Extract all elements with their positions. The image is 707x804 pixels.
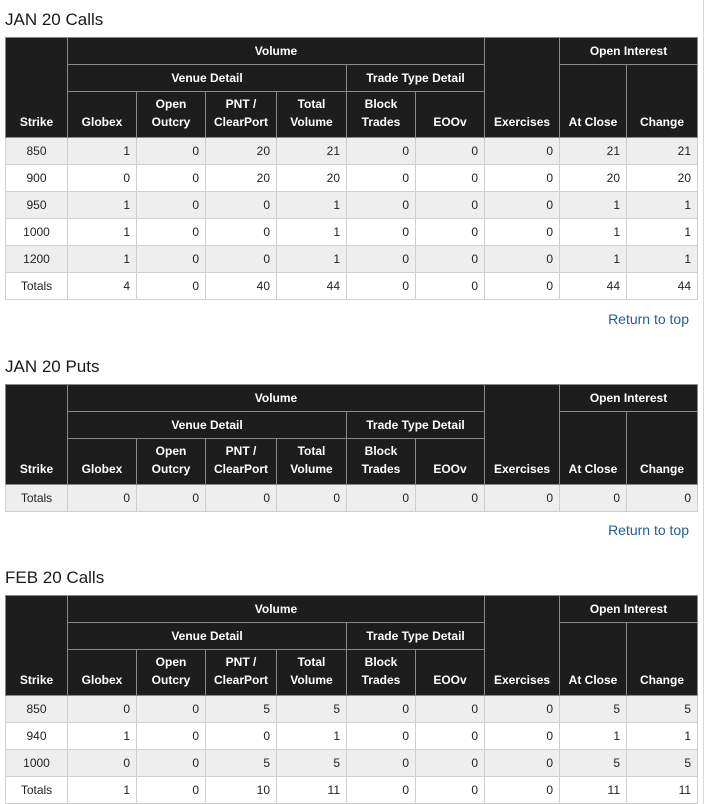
- value-cell: 0: [416, 246, 485, 273]
- value-cell: 1: [277, 723, 347, 750]
- col-total-volume: Total Volume: [277, 439, 347, 485]
- value-cell: 1: [68, 777, 137, 804]
- value-cell: 44: [560, 273, 627, 300]
- col-block-trades: Block Trades: [347, 92, 416, 138]
- value-cell: 0: [485, 246, 560, 273]
- value-cell: 1: [277, 219, 347, 246]
- value-cell: 0: [485, 723, 560, 750]
- strike-cell: 1000: [6, 219, 68, 246]
- group-venue-detail: Venue Detail: [68, 412, 347, 439]
- strike-cell: Totals: [6, 273, 68, 300]
- value-cell: 0: [68, 750, 137, 777]
- value-cell: 0: [137, 246, 206, 273]
- value-cell: 0: [206, 246, 277, 273]
- value-cell: 0: [416, 219, 485, 246]
- value-cell: 0: [347, 723, 416, 750]
- value-cell: 0: [137, 219, 206, 246]
- table-row: [6, 219, 698, 246]
- value-cell: 21: [627, 138, 698, 165]
- value-cell: 0: [347, 750, 416, 777]
- col-open-outcry: Open Outcry: [137, 439, 206, 485]
- group-venue-detail: Venue Detail: [68, 623, 347, 650]
- value-cell: 1: [560, 219, 627, 246]
- value-cell: 0: [347, 273, 416, 300]
- value-cell: 0: [68, 485, 137, 512]
- value-cell: 0: [277, 485, 347, 512]
- table-body: [6, 138, 698, 300]
- strike-cell: 850: [6, 696, 68, 723]
- value-cell: 0: [627, 485, 698, 512]
- value-cell: 1: [68, 219, 137, 246]
- strike-cell: 1200: [6, 246, 68, 273]
- value-cell: 44: [627, 273, 698, 300]
- value-cell: 1: [627, 192, 698, 219]
- value-cell: 1: [627, 219, 698, 246]
- col-pnt-clearport: PNT / ClearPort: [206, 650, 277, 696]
- value-cell: 10: [206, 777, 277, 804]
- value-cell: 5: [277, 696, 347, 723]
- value-cell: 0: [137, 777, 206, 804]
- value-cell: 0: [206, 485, 277, 512]
- strike-cell: 940: [6, 723, 68, 750]
- col-strike: Strike: [6, 38, 68, 138]
- value-cell: 1: [68, 138, 137, 165]
- value-cell: 1: [68, 192, 137, 219]
- value-cell: 0: [485, 777, 560, 804]
- value-cell: 0: [206, 723, 277, 750]
- volume-table: [5, 384, 698, 512]
- value-cell: 44: [277, 273, 347, 300]
- value-cell: 1: [627, 723, 698, 750]
- col-block-trades: Block Trades: [347, 650, 416, 696]
- value-cell: 20: [627, 165, 698, 192]
- col-strike: Strike: [6, 385, 68, 485]
- strike-cell: Totals: [6, 777, 68, 804]
- value-cell: 4: [68, 273, 137, 300]
- group-volume: Volume: [68, 38, 485, 65]
- value-cell: 0: [416, 192, 485, 219]
- col-exercises: Exercises: [485, 38, 560, 138]
- table-row: [6, 165, 698, 192]
- value-cell: 11: [627, 777, 698, 804]
- value-cell: 5: [560, 696, 627, 723]
- value-cell: 0: [347, 485, 416, 512]
- value-cell: 0: [416, 750, 485, 777]
- col-eoov: EOOv: [416, 650, 485, 696]
- col-at-close: At Close: [560, 623, 627, 696]
- value-cell: 20: [206, 165, 277, 192]
- value-cell: 21: [560, 138, 627, 165]
- col-strike: Strike: [6, 596, 68, 696]
- totals-row: [6, 485, 698, 512]
- col-block-trades: Block Trades: [347, 439, 416, 485]
- col-eoov: EOOv: [416, 439, 485, 485]
- col-at-close: At Close: [560, 412, 627, 485]
- value-cell: 1: [277, 246, 347, 273]
- col-eoov: EOOv: [416, 92, 485, 138]
- col-globex: Globex: [68, 92, 137, 138]
- value-cell: 0: [137, 750, 206, 777]
- value-cell: 5: [627, 750, 698, 777]
- strike-cell: 850: [6, 138, 68, 165]
- value-cell: 1: [627, 246, 698, 273]
- value-cell: 0: [347, 246, 416, 273]
- value-cell: 0: [485, 273, 560, 300]
- value-cell: 1: [68, 723, 137, 750]
- value-cell: 20: [277, 165, 347, 192]
- value-cell: 0: [347, 138, 416, 165]
- value-cell: 0: [347, 165, 416, 192]
- value-cell: 0: [416, 165, 485, 192]
- value-cell: 0: [416, 777, 485, 804]
- value-cell: 5: [627, 696, 698, 723]
- table-row: [6, 192, 698, 219]
- group-trade-type-detail: Trade Type Detail: [347, 65, 485, 92]
- value-cell: 5: [277, 750, 347, 777]
- col-change: Change: [627, 412, 698, 485]
- value-cell: 1: [68, 246, 137, 273]
- col-open-outcry: Open Outcry: [137, 650, 206, 696]
- col-globex: Globex: [68, 439, 137, 485]
- value-cell: 0: [485, 485, 560, 512]
- value-cell: 0: [485, 192, 560, 219]
- table-row: [6, 750, 698, 777]
- col-total-volume: Total Volume: [277, 92, 347, 138]
- value-cell: 0: [137, 138, 206, 165]
- value-cell: 0: [137, 696, 206, 723]
- value-cell: 20: [206, 138, 277, 165]
- value-cell: 0: [347, 777, 416, 804]
- value-cell: 1: [560, 723, 627, 750]
- value-cell: 0: [416, 723, 485, 750]
- table-row: [6, 723, 698, 750]
- totals-row: [6, 777, 698, 804]
- value-cell: 0: [206, 219, 277, 246]
- value-cell: 0: [485, 165, 560, 192]
- value-cell: 0: [560, 485, 627, 512]
- section-title: JAN 20 Calls: [5, 10, 104, 29]
- col-change: Change: [627, 65, 698, 138]
- totals-row: [6, 273, 698, 300]
- group-open-interest: Open Interest: [560, 385, 698, 412]
- table-row: [6, 696, 698, 723]
- value-cell: 0: [206, 192, 277, 219]
- section-title: FEB 20 Calls: [5, 568, 105, 587]
- group-open-interest: Open Interest: [560, 38, 698, 65]
- value-cell: 0: [416, 696, 485, 723]
- col-total-volume: Total Volume: [277, 650, 347, 696]
- value-cell: 0: [347, 219, 416, 246]
- table-row: [6, 246, 698, 273]
- col-pnt-clearport: PNT / ClearPort: [206, 439, 277, 485]
- value-cell: 0: [485, 696, 560, 723]
- col-globex: Globex: [68, 650, 137, 696]
- return-to-top-link[interactable]: Return to top: [608, 522, 689, 538]
- value-cell: 0: [347, 696, 416, 723]
- col-open-outcry: Open Outcry: [137, 92, 206, 138]
- value-cell: 0: [137, 192, 206, 219]
- value-cell: 0: [416, 273, 485, 300]
- value-cell: 0: [485, 138, 560, 165]
- group-open-interest: Open Interest: [560, 596, 698, 623]
- value-cell: 0: [137, 273, 206, 300]
- group-trade-type-detail: Trade Type Detail: [347, 623, 485, 650]
- volume-table: [5, 595, 698, 804]
- table-row: [6, 138, 698, 165]
- value-cell: 5: [206, 696, 277, 723]
- value-cell: 11: [277, 777, 347, 804]
- return-to-top-link[interactable]: Return to top: [608, 311, 689, 327]
- strike-cell: Totals: [6, 485, 68, 512]
- group-volume: Volume: [68, 385, 485, 412]
- value-cell: 21: [277, 138, 347, 165]
- strike-cell: 900: [6, 165, 68, 192]
- col-change: Change: [627, 623, 698, 696]
- group-trade-type-detail: Trade Type Detail: [347, 412, 485, 439]
- value-cell: 0: [347, 192, 416, 219]
- value-cell: 0: [416, 138, 485, 165]
- value-cell: 0: [137, 165, 206, 192]
- value-cell: 0: [68, 165, 137, 192]
- value-cell: 0: [485, 219, 560, 246]
- value-cell: 0: [137, 485, 206, 512]
- value-cell: 5: [206, 750, 277, 777]
- table-body: [6, 696, 698, 804]
- value-cell: 5: [560, 750, 627, 777]
- value-cell: 1: [277, 192, 347, 219]
- strike-cell: 1000: [6, 750, 68, 777]
- value-cell: 1: [560, 246, 627, 273]
- volume-table: [5, 37, 698, 300]
- value-cell: 0: [485, 750, 560, 777]
- section-title: JAN 20 Puts: [5, 357, 100, 376]
- col-exercises: Exercises: [485, 596, 560, 696]
- group-venue-detail: Venue Detail: [68, 65, 347, 92]
- value-cell: 11: [560, 777, 627, 804]
- strike-cell: 950: [6, 192, 68, 219]
- col-at-close: At Close: [560, 65, 627, 138]
- table-body: [6, 485, 698, 512]
- value-cell: 40: [206, 273, 277, 300]
- group-volume: Volume: [68, 596, 485, 623]
- col-exercises: Exercises: [485, 385, 560, 485]
- value-cell: 0: [68, 696, 137, 723]
- col-pnt-clearport: PNT / ClearPort: [206, 92, 277, 138]
- value-cell: 0: [137, 723, 206, 750]
- value-cell: 20: [560, 165, 627, 192]
- value-cell: 1: [560, 192, 627, 219]
- value-cell: 0: [416, 485, 485, 512]
